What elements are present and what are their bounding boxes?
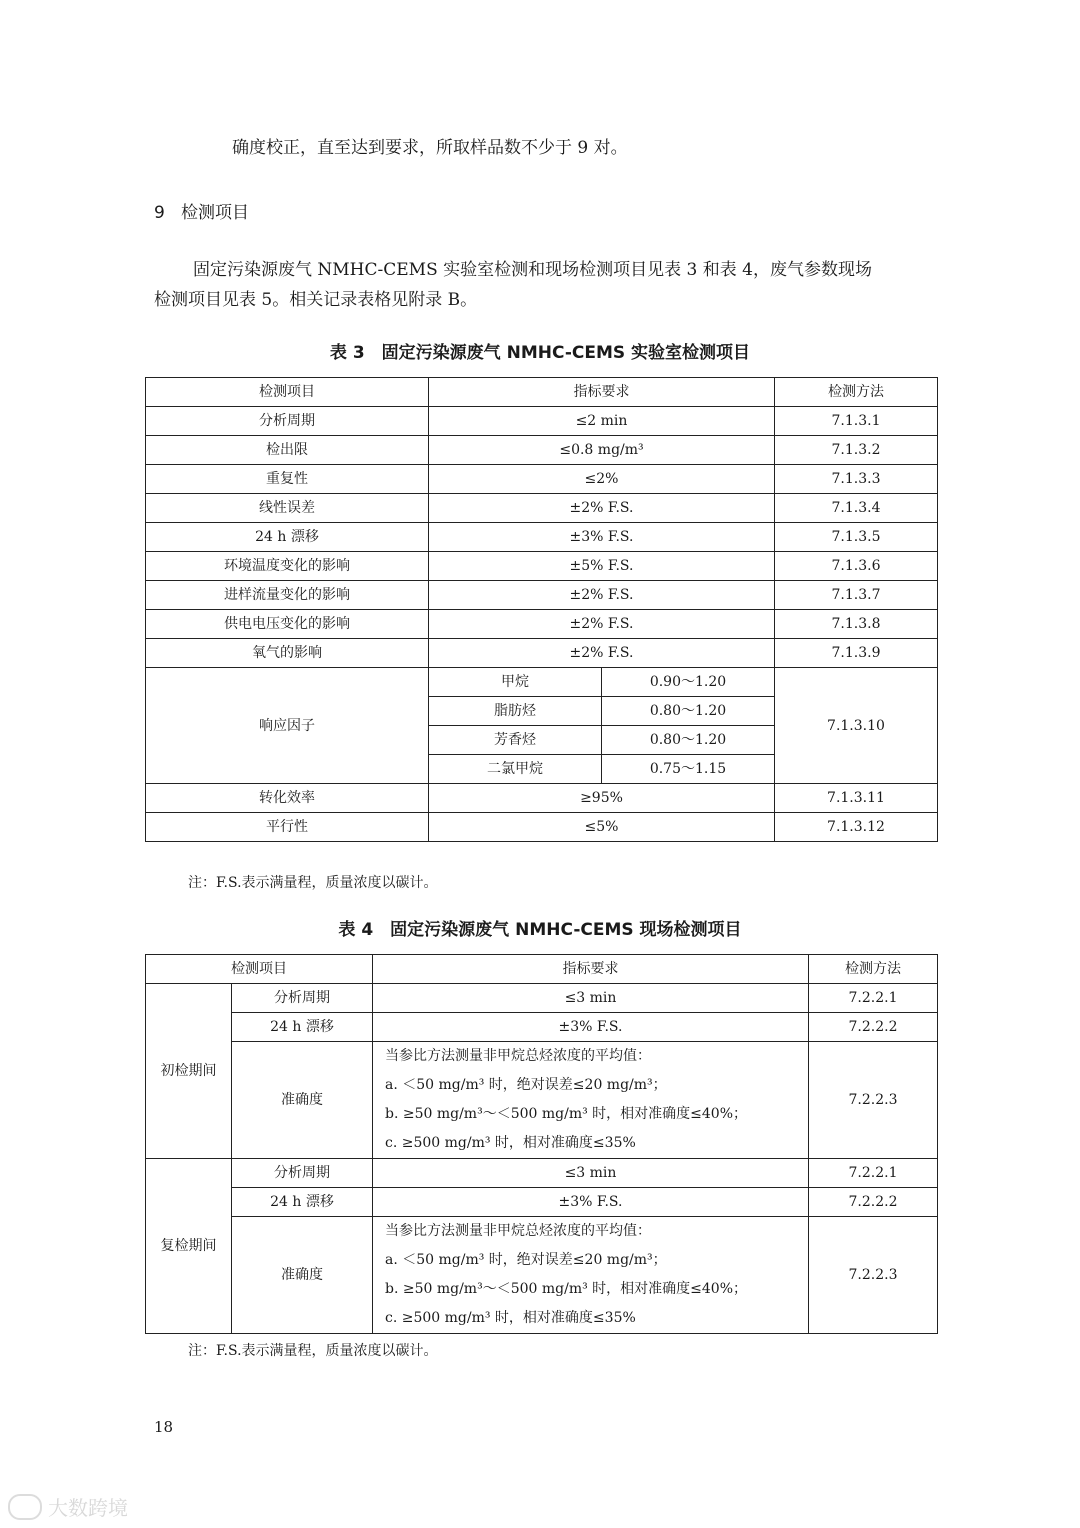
table-cell: 24 h 漂移 [146,523,429,552]
table-row [146,407,938,436]
watermark [8,1492,128,1521]
table-row [146,552,938,581]
table-cell: 7.2.2.1 [809,1159,938,1188]
table-cell: 7.1.3.1 [775,407,938,436]
table-cell: ±2% F.S. [429,639,775,668]
table-cell: 7.1.3.3 [775,465,938,494]
accuracy-line: c. ≥500 mg/m³ 时，相对准确度≤35% [385,1310,636,1326]
table-row [146,465,938,494]
table-cell: 7.2.2.1 [809,984,938,1013]
intro-line: 确度校正，直至达到要求，所取样品数不少于 9 对。 [232,138,628,158]
table-row [146,668,938,697]
table3-header-row [146,378,938,407]
table-cell: 氧气的影响 [146,639,429,668]
table-row [146,639,938,668]
table-cell: 转化效率 [146,784,429,813]
table-row [146,1217,938,1334]
table3 [145,377,938,842]
accuracy-line: b. ≥50 mg/m³～＜500 mg/m³ 时，相对准确度≤40%； [385,1106,748,1122]
table3-caption: 表 3 固定污染源废气 NMHC-CEMS 实验室检测项目 [329,343,751,363]
table3-header-cell: 指标要求 [429,378,775,407]
table-row [146,1159,938,1188]
table-cell: 甲烷 [429,668,602,697]
table-row [146,813,938,842]
period-label: 初检期间 [146,984,232,1159]
accuracy-line: 当参比方法测量非甲烷总烃浓度的平均值： [385,1048,651,1064]
table-cell: ±5% F.S. [429,552,775,581]
accuracy-line: c. ≥500 mg/m³ 时，相对准确度≤35% [385,1135,636,1151]
table-cell: 24 h 漂移 [232,1188,373,1217]
table-cell: 7.1.3.11 [775,784,938,813]
accuracy-criteria [373,1042,809,1159]
table-cell: ≤5% [429,813,775,842]
section-title: 检测项目 [181,203,250,223]
table4-header-row [146,955,938,984]
accuracy-line: a. ＜50 mg/m³ 时，绝对误差≤20 mg/m³； [385,1252,667,1268]
accuracy-line: a. ＜50 mg/m³ 时，绝对误差≤20 mg/m³； [385,1077,667,1093]
table-cell: 7.2.2.2 [809,1013,938,1042]
response-factor-method: 7.1.3.10 [775,668,938,784]
table-cell: 0.75～1.15 [602,755,775,784]
table-cell: ±2% F.S. [429,581,775,610]
table-cell: ≥95% [429,784,775,813]
table4-header-cell: 检测方法 [809,955,938,984]
table-cell: 重复性 [146,465,429,494]
table-row [146,1042,938,1159]
table4-caption: 表 4 固定污染源废气 NMHC-CEMS 现场检测项目 [338,920,742,940]
body-paragraph-line1: 固定污染源废气 NMHC-CEMS 实验室检测和现场检测项目见表 3 和表 4，废气参数现场 [193,260,872,280]
table-row [146,581,938,610]
table-row [146,523,938,552]
section-number: 9 [154,203,165,223]
accuracy-label: 准确度 [232,1042,373,1159]
accuracy-line: 当参比方法测量非甲烷总烃浓度的平均值： [385,1223,651,1239]
table-cell: 7.2.2.3 [809,1042,938,1159]
watermark-text: 大数跨境 [48,1496,128,1520]
table-cell: ≤3 min [373,984,809,1013]
table-row [146,610,938,639]
page-number: 18 [154,1418,174,1436]
table-cell: 7.1.3.8 [775,610,938,639]
table-cell: 24 h 漂移 [232,1013,373,1042]
table3-header-cell: 检测方法 [775,378,938,407]
table-cell: 0.80～1.20 [602,726,775,755]
table-cell: 7.2.2.2 [809,1188,938,1217]
table-row [146,436,938,465]
table-cell: ≤0.8 mg/m³ [429,436,775,465]
table-cell: ±3% F.S. [429,523,775,552]
table-row [146,1188,938,1217]
table-cell: 7.1.3.12 [775,813,938,842]
table-cell: 7.1.3.2 [775,436,938,465]
table-cell: 分析周期 [232,984,373,1013]
table-cell: ±2% F.S. [429,610,775,639]
table-cell: 平行性 [146,813,429,842]
table-cell: ±3% F.S. [373,1013,809,1042]
table-cell: ≤2% [429,465,775,494]
table-cell: 7.2.2.3 [809,1217,938,1334]
table-cell: 分析周期 [146,407,429,436]
table-cell: 7.1.3.4 [775,494,938,523]
table-cell: 0.80～1.20 [602,697,775,726]
accuracy-criteria [373,1217,809,1334]
table-cell: 线性误差 [146,494,429,523]
table-row [146,494,938,523]
table-cell: 7.1.3.9 [775,639,938,668]
table-cell: 二氯甲烷 [429,755,602,784]
table4-note: 注：F.S.表示满量程，质量浓度以碳计。 [188,1343,438,1359]
table-cell: ≤3 min [373,1159,809,1188]
table-cell: 脂肪烃 [429,697,602,726]
table3-header-cell: 检测项目 [146,378,429,407]
section-heading [154,198,249,223]
table-row [146,784,938,813]
table4-header-cell: 检测项目 [146,955,373,984]
table-cell: 供电电压变化的影响 [146,610,429,639]
table-cell: 7.1.3.6 [775,552,938,581]
table-cell: ±3% F.S. [373,1188,809,1217]
table-cell: ±2% F.S. [429,494,775,523]
table-cell: 0.90～1.20 [602,668,775,697]
accuracy-line: b. ≥50 mg/m³～＜500 mg/m³ 时，相对准确度≤40%； [385,1281,748,1297]
accuracy-label: 准确度 [232,1217,373,1334]
table-row [146,984,938,1013]
table-cell: ≤2 min [429,407,775,436]
table-row [146,1013,938,1042]
table-cell: 分析周期 [232,1159,373,1188]
body-paragraph-line2: 检测项目见表 5。相关记录表格见附录 B。 [154,290,478,310]
table-cell: 7.1.3.7 [775,581,938,610]
table-cell: 检出限 [146,436,429,465]
table-cell: 进样流量变化的影响 [146,581,429,610]
table4 [145,954,938,1334]
period-label: 复检期间 [146,1159,232,1334]
table-cell: 环境温度变化的影响 [146,552,429,581]
table-cell: 7.1.3.5 [775,523,938,552]
table4-header-cell: 指标要求 [373,955,809,984]
watermark-logo-icon [8,1494,42,1520]
table3-note: 注：F.S.表示满量程，质量浓度以碳计。 [188,875,438,891]
table-cell: 芳香烃 [429,726,602,755]
response-factor-label: 响应因子 [146,668,429,784]
